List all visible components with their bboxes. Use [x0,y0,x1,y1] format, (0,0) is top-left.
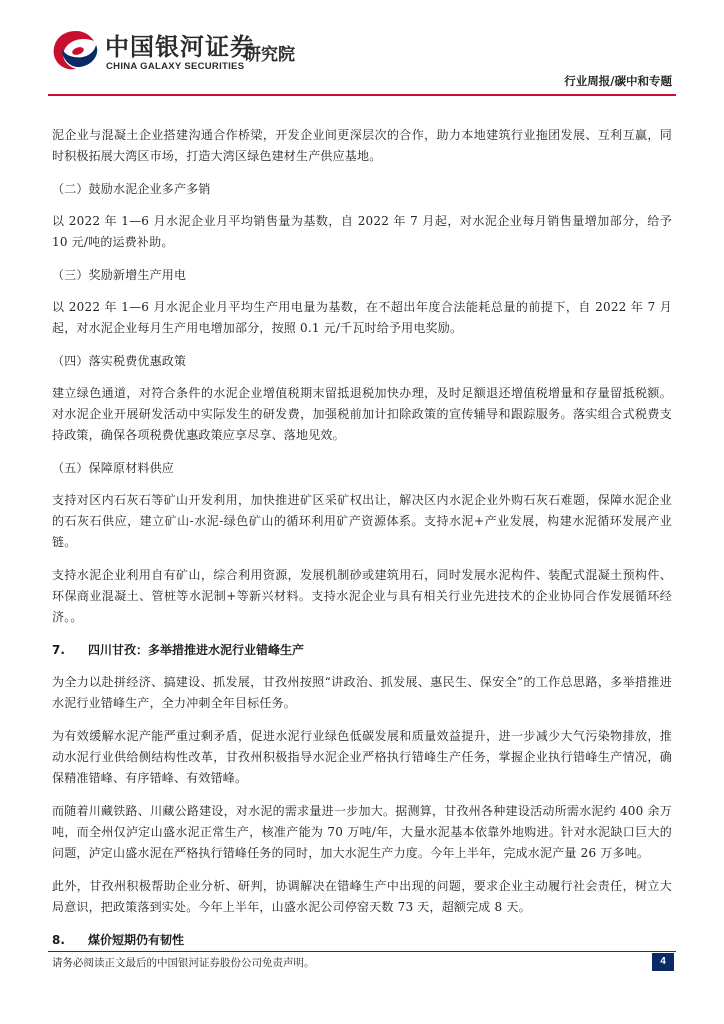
header-rule [48,94,676,96]
section-heading-7 [52,640,672,660]
subheading: （二）鼓励水泥企业多产多销 [52,182,211,196]
institute-name: 研究院 [244,45,295,65]
paragraph: 为全力以赴拼经济、搞建设、抓发展，甘孜州按照“讲政治、抓发展、惠民生、保安全”的工作总思路，多举措推进水泥行业错峰生产，全力冲刺全年目标任务。 [52,675,672,710]
section-heading-8 [52,930,672,950]
report-type: 行业周报/碳中和专题 [564,74,672,88]
paragraph: 而随着川藏铁路、川藏公路建设，对水泥的需求量进一步加大。据测算，甘孜州各种建设活动所需水泥约 400 余万吨，而全州仅泸定山盛水泥正常生产，核准产能为 70 万吨/年，大量水泥基本依靠外地购进。针对水泥缺口巨大的问题，泸定山盛水泥在严格执行错峰任务的同时，加大水泥生产力度。今年上半年，完成水泥产量 26 万多吨。 [52,804,672,860]
brand-name-en: CHINA GALAXY SECURITIES [106,61,245,72]
paragraph: 泥企业与混凝土企业搭建沟通合作桥梁，开发企业间更深层次的合作，助力本地建筑行业拖团发展、互利互赢，同时积极拓展大湾区市场，打造大湾区绿色建材生产供应基地。 [52,128,672,163]
paragraph: 以 2022 年 1—6 月水泥企业月平均生产用电量为基数，在不超出年度合法能耗总量的前提下，自 2022 年 7 月起，对水泥企业每月生产用电增加部分，按照 0.1 元/千瓦时给予用电奖励。 [52,300,672,335]
paragraph: 为有效缓解水泥产能严重过剩矛盾，促进水泥行业绿色低碳发展和质量效益提升，进一步减少大气污染物排放，推动水泥行业供给侧结构性改革，甘孜州积极指导水泥企业严格执行错峰生产任务，掌握企业执行错峰生产情况，确保精准错峰、有序错峰、有效错峰。 [52,729,672,785]
main-content [52,125,672,962]
subheading: （三）奖励新增生产用电 [52,268,187,282]
paragraph: 支持对区内石灰石等矿山开发利用，加快推进矿区采矿权出让，解决区内水泥企业外购石灰石难题，保障水泥企业的石灰石供应，建立矿山-水泥-绿色矿山的循环利用矿产资源体系。支持水泥+产业发展，构建水泥循环发展产业链。 [52,493,672,549]
section-title: 煤价短期仍有韧性 [88,933,185,947]
section-number: 7. [52,643,65,657]
page-header [0,0,724,100]
galaxy-logo-icon [50,27,102,73]
footer-rule [48,951,676,952]
paragraph: 以 2022 年 1—6 月水泥企业月平均销售量为基数，自 2022 年 7 月起，对水泥企业每月销售量增加部分，给予 10 元/吨的运费补助。 [52,214,672,249]
section-title: 四川甘孜：多举措推进水泥行业错峰生产 [88,643,305,657]
disclaimer-note: 请务必阅读正文最后的中国银河证券股份公司免责声明。 [52,957,315,969]
section-number: 8. [52,933,65,947]
subheading: （五）保障原材料供应 [52,461,175,475]
paragraph: 建立绿色通道，对符合条件的水泥企业增值税期末留抵退税加快办理，及时足额退还增值税增量和存量留抵税额。对水泥企业开展研发活动中实际发生的研发费，加强税前加计扣除政策的宣传辅导和跟踪服务。落实组合式税费支持政策，确保各项税费优惠政策应享尽享、落地见效。 [52,386,672,442]
subheading: （四）落实税费优惠政策 [52,354,187,368]
page-number: 4 [652,953,674,971]
brand-name-cn: 中国银河证券 [105,33,255,61]
paragraph: 此外，甘孜州积极帮助企业分析、研判，协调解决在错峰生产中出现的问题，要求企业主动履行社会责任，树立大局意识，把政策落到实处。今年上半年，山盛水泥公司停窑天数 73 天，超额完成 8 天。 [52,879,672,914]
paragraph: 支持水泥企业利用自有矿山，综合利用资源，发展机制砂或建筑用石，同时发展水泥构件、装配式混凝土预构件、环保商业混凝土、管桩等水泥制+等新兴材料。支持水泥企业与具有相关行业先进技术的企业协同合作发展循环经济。。 [52,568,672,624]
